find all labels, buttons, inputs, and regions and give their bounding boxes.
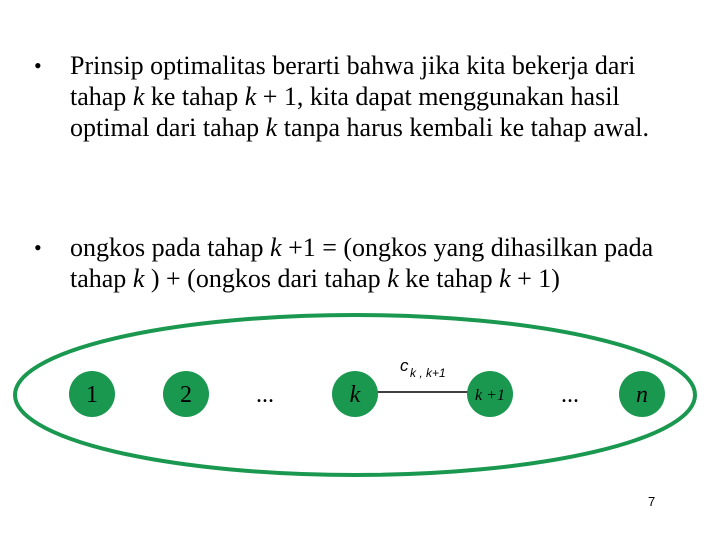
stage-node — [69, 371, 115, 417]
math-var-k: k — [265, 113, 278, 142]
stage-node — [619, 371, 665, 417]
stage-node — [163, 371, 209, 417]
math-var-k: k — [244, 82, 257, 111]
bullet-text-run: tanpa harus kembali ke tahap awal. — [277, 113, 650, 142]
edge-label-subscript: k , k+1 — [410, 366, 446, 380]
page-number: 7 — [648, 494, 656, 509]
stage-node — [467, 371, 513, 417]
math-var-k: k — [499, 264, 511, 293]
bullet-text-run: +1 = (ongkos yang dihasilkan pada tahap — [70, 233, 654, 293]
math-var-k: k — [387, 264, 399, 293]
bullet-text-run: ongkos pada tahap — [70, 233, 271, 262]
bullet-symbol: • — [34, 53, 42, 78]
bullet-symbol: • — [34, 235, 42, 260]
edge-label-base: c — [400, 356, 409, 375]
edge-label — [400, 356, 446, 380]
math-var-k: k — [270, 233, 282, 262]
stage-node — [332, 371, 378, 417]
bullet-text-run: ke tahap — [144, 82, 245, 111]
stage-node-label: k — [349, 382, 361, 408]
math-var-k: k — [132, 82, 145, 111]
bullet-text-run: ) + (ongkos dari tahap — [144, 264, 388, 293]
bullet-text-run: ke tahap — [398, 264, 500, 293]
stage-diagram — [0, 300, 720, 490]
bullet-principle — [34, 50, 694, 143]
stage-node-label: 2 — [180, 382, 192, 408]
math-var-k: k — [132, 264, 145, 293]
stage-node-label: 1 — [86, 382, 98, 408]
ellipsis-node — [561, 382, 579, 408]
bullet-text-run: + 1, kita dapat menggunakan hasil optimal dari tahap — [70, 82, 620, 142]
stage-node-label: ... — [256, 382, 274, 408]
bullet-text-run: + 1) — [510, 264, 560, 293]
bullet-text — [70, 232, 694, 294]
bullet-text-run: Prinsip optimalitas berarti bahwa jika kita bekerja dari tahap — [70, 51, 636, 111]
bullet-cost — [34, 232, 694, 294]
stage-node-label: ... — [561, 382, 579, 408]
stage-node-label: n — [636, 382, 648, 408]
stage-node-label: k +1 — [475, 387, 505, 404]
bullet-text — [70, 50, 694, 143]
ellipsis-node — [256, 382, 274, 408]
